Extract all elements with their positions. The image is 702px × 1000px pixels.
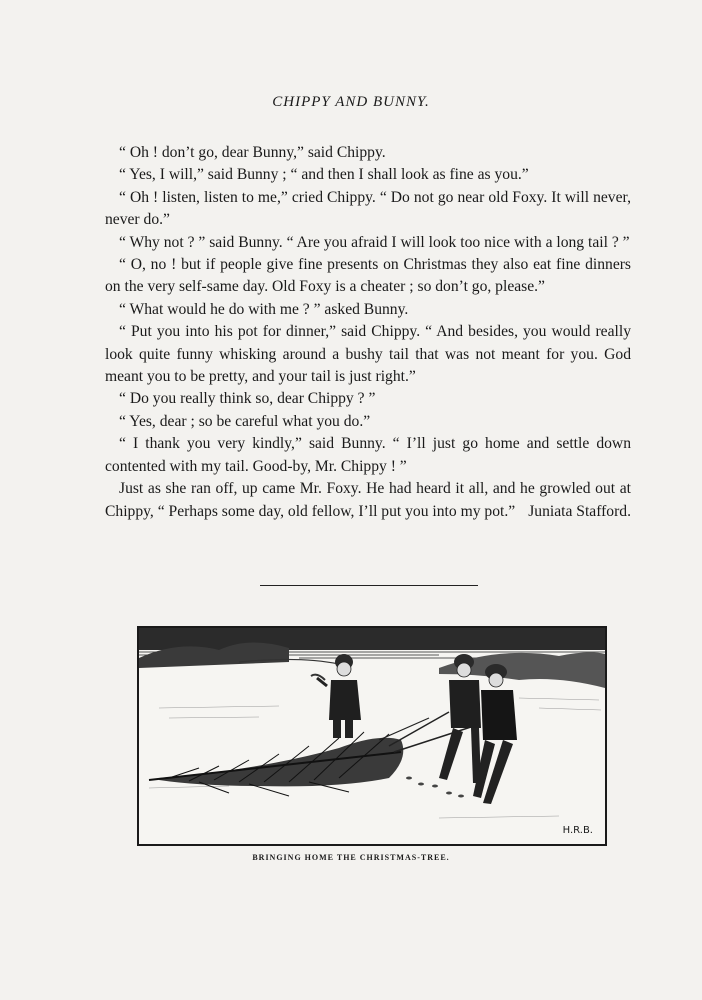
paragraph: “ Yes, I will,” said Bunny ; “ and then I shall look as fine as you.” [119, 166, 529, 184]
paragraph: Just as she ran off, up came Mr. Foxy. He had heard it all, and he growled out at Chippy, “ Perhaps some day, old fellow, I’ll put you into my pot.” [105, 480, 631, 520]
paragraph: “ Oh ! listen, listen to me,” cried Chippy. “ Do not go near old Foxy. It will never, never do.” [105, 188, 631, 229]
author-signature: Juniata Stafford. [528, 502, 631, 520]
artist-monogram: H.R.B. [562, 825, 593, 836]
running-head: CHIPPY AND BUNNY. [272, 94, 430, 110]
paragraph: “ Yes, dear ; so be careful what you do.” [119, 412, 371, 430]
footprints [406, 777, 464, 798]
engraving-drawing [139, 628, 605, 844]
paragraph: “ Do you really think so, dear Chippy ? ” [119, 390, 376, 408]
paragraph: “ Oh ! don’t go, dear Bunny,” said Chippy. [119, 144, 386, 161]
paragraph: “ O, no ! but if people give fine presents on Christmas they also eat fine dinners on the very self-same day. Old Foxy is a cheater ; so don’t go, please.” [105, 256, 631, 296]
paragraph: “ Put you into his pot for dinner,” said Chippy. “ And besides, you would really look quite funny whisking around a bushy tail that was not meant for you. God meant you to be pretty, and your tail is just right.” [105, 323, 631, 386]
paragraph: “ Why not ? ” said Bunny. “ Are you afraid I will look too nice with a long tail ? ” [119, 233, 630, 251]
sky-band [139, 628, 605, 650]
standing-boy [311, 654, 361, 738]
christmas-tree [149, 732, 403, 796]
illustration-christmas-tree [137, 626, 607, 846]
pulling-boys [379, 654, 517, 804]
section-divider [260, 585, 478, 586]
story-text [105, 142, 631, 523]
paragraph: “ I thank you very kindly,” said Bunny. “ I’ll just go home and settle down contented with my tail. Good-by, Mr. Chippy ! ” [105, 435, 631, 475]
illustration-caption: BRINGING HOME THE CHRISTMAS-TREE. [252, 853, 450, 862]
paragraph: “ What would he do with me ? ” asked Bunny. [119, 300, 409, 318]
